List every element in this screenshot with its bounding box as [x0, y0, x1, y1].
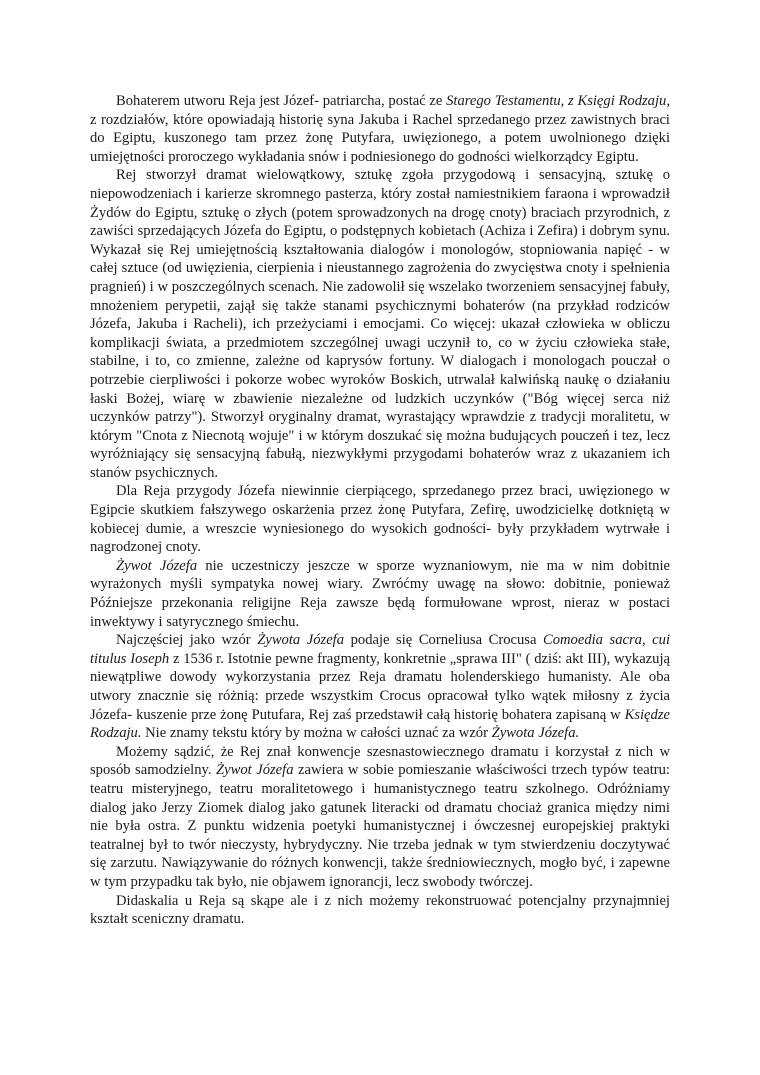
paragraph-7 — [90, 892, 670, 929]
paragraph-3 — [90, 482, 670, 556]
text-run: Dla Reja przygody Józefa niewinnie cierpiącego, sprzedanego przez braci, uwięzionego w Egipcie skutkiem fałszywego oskarżenia przez żonę Putyfara, Zefirę, uwodzicielkę dotkniętą w kobiecej dumie, a wreszcie wyniesionego do wysokich godności- były przykładem wytrwałe i nagrodzonej cnoty. — [90, 483, 670, 556]
text-run: , z rozdziałów, które opowiadają historię syna Jakuba i Rachel sprzedanego przez zawistnych braci do Egiptu, kuszonego tam przez żonę Putyfara, uwięzionego, a potem uwolnionego dzięki umiejętności proroczego wykładania snów i podniesionego do godności wielkorządcy Egiptu. — [90, 93, 670, 165]
paragraph-1 — [90, 92, 670, 166]
paragraph-6 — [90, 743, 670, 892]
text-run: Bohaterem utworu Reja jest Józef- patriarcha, postać ze — [116, 93, 447, 109]
text-run: zawiera w sobie pomieszanie właściwości trzech typów teatru: teatru misteryjnego, teatru moralitetowego i humanistycznego teatru szkolnego. Odróżniamy dialog jako Jerzy Ziomek dialog jako gatunek literacki od dramatu chociaż granica między nimi nie była ostra. Z punktu widzenia poetyki humanistycznej i ówczesnej europejskiej praktyki teatralnej był to twór nieczysty, hybrydyczny. Nie trzeba jednak w tym stwierdzeniu doczytywać się zarzutu. Nawiązywanie do różnych konwencji, także średniowiecznych, mogło być, i zapewne w tym przypadku tak było, nie objawem ignorancji, lecz swobody twórczej. — [90, 762, 670, 890]
text-run: z 1536 r. Istotnie pewne fragmenty, konkretnie „sprawa III" ( dziś: akt III), wykazują niewątpliwe dowody wykorzystania przez Reja dramatu holenderskiego humanisty. Ale oba utwory znacznie się różnią: przede wszystkim Crocus opracował tylko wątek miłosny z życia Józefa- kuszenie prze żonę Putufara, Rej zaś przedstawił całą historię bohatera zapisaną w — [90, 650, 670, 723]
italic-run: Żywota Józefa. — [491, 725, 580, 742]
document-body — [90, 92, 670, 929]
italic-run: Starego Testamentu, z Księgi Rodzaju — [446, 93, 667, 109]
text-run: Możemy sądzić, że Rej znał konwencje szesnastowiecznego dramatu i korzystał z nich w sposób samodzielny. — [90, 743, 670, 779]
text-run: Didaskalia u Reja są skąpe ale i z nich możemy rekonstruować potencjalny przynajmniej kształt sceniczny dramatu. — [90, 892, 670, 928]
italic-run: Żywot Józefa — [216, 762, 294, 779]
text-run: podaje się Corneliusa Crocusa — [344, 632, 543, 649]
paragraph-5 — [90, 631, 670, 743]
text-run: Nie znamy tekstu który by można w całości uznać za wzór — [141, 725, 492, 742]
paragraph-4 — [90, 557, 670, 631]
paragraph-2 — [90, 166, 670, 482]
italic-run: Comoedia sacra, cui titulus Ioseph — [90, 632, 670, 667]
italic-run: Księdze Rodzaju. — [90, 706, 670, 742]
text-run: Najczęściej jako wzór — [116, 632, 258, 649]
italic-run: Żywot Józefa — [116, 557, 198, 574]
text-run: nie uczestniczy jeszcze w sporze wyznaniowym, nie ma w nim dobitnie wyrażonych myśli sympatyka nowej wiary. Zwróćmy uwagę na słowo: dobitnie, ponieważ Późniejsze przekonania religijne Reja zawsze będą formułowane wprost, nieraz w postaci inwektywy i satyrycznego śmiechu. — [90, 557, 670, 630]
text-run: Rej stworzył dramat wielowątkowy, sztukę zgoła przygodową i sensacyjną, sztukę o niepowodzeniach i karierze skromnego pasterza, który został namiestnikiem faraona i wprowadził Żydów do Egiptu, sztukę o złych (potem sprowadzonych na drogę cnoty) braciach przyrodnich, z zawiści sprzedających Józefa do Egiptu, o podstępnych kobietach (Achiza i Zefira) i dobrym synu. Wykazał się Rej umiejętnością kształtowania dialogów i monologów, stopniowania napięć - w całej sztuce (od uwięzienia, cierpienia i nieustannego zagrożenia do zwycięstwa cnoty i spełnienia pragnień) i w poszczególnych scenach. Nie zadowolił się wszelako tworzeniem sensacyjnej fabuły, mnożeniem perypetii, zajął się także stanami psychicznymi bohaterów (na przykład rodziców Józefa, Jakuba i Racheli), ich przeżyciami i emocjami. Co więcej: ukazał człowieka w obliczu komplikacji świata, a przedmiotem szczególnej uwagi uczynił to, co w życiu człowieka stałe, stabilne, i to, co zmienne, zależne od kaprysów fortuny. W dialogach i monologach pouczał o potrzebie cierpliwości i pokorze wobec wyroków Boskich, utrwalał kalwińską naukę o działaniu łaski Bożej, wiarę w zbawienie niezależne od ludzkich uczynków ("Bóg więcej serca niż uczynków patrzy"). Stworzył oryginalny dramat, wyrastający wprawdzie z tradycji moralitetu, w którym "Cnota z Niecnotą wojuje" i w którym doszukać się można budujących pouczeń i tez, lecz wyróżniający się sensacyjną fabułą, niezwykłymi przygodami bohaterów wraz z ukazaniem ich stanów psychicznych. — [90, 167, 670, 481]
italic-run: Żywota Józefa — [257, 632, 345, 649]
